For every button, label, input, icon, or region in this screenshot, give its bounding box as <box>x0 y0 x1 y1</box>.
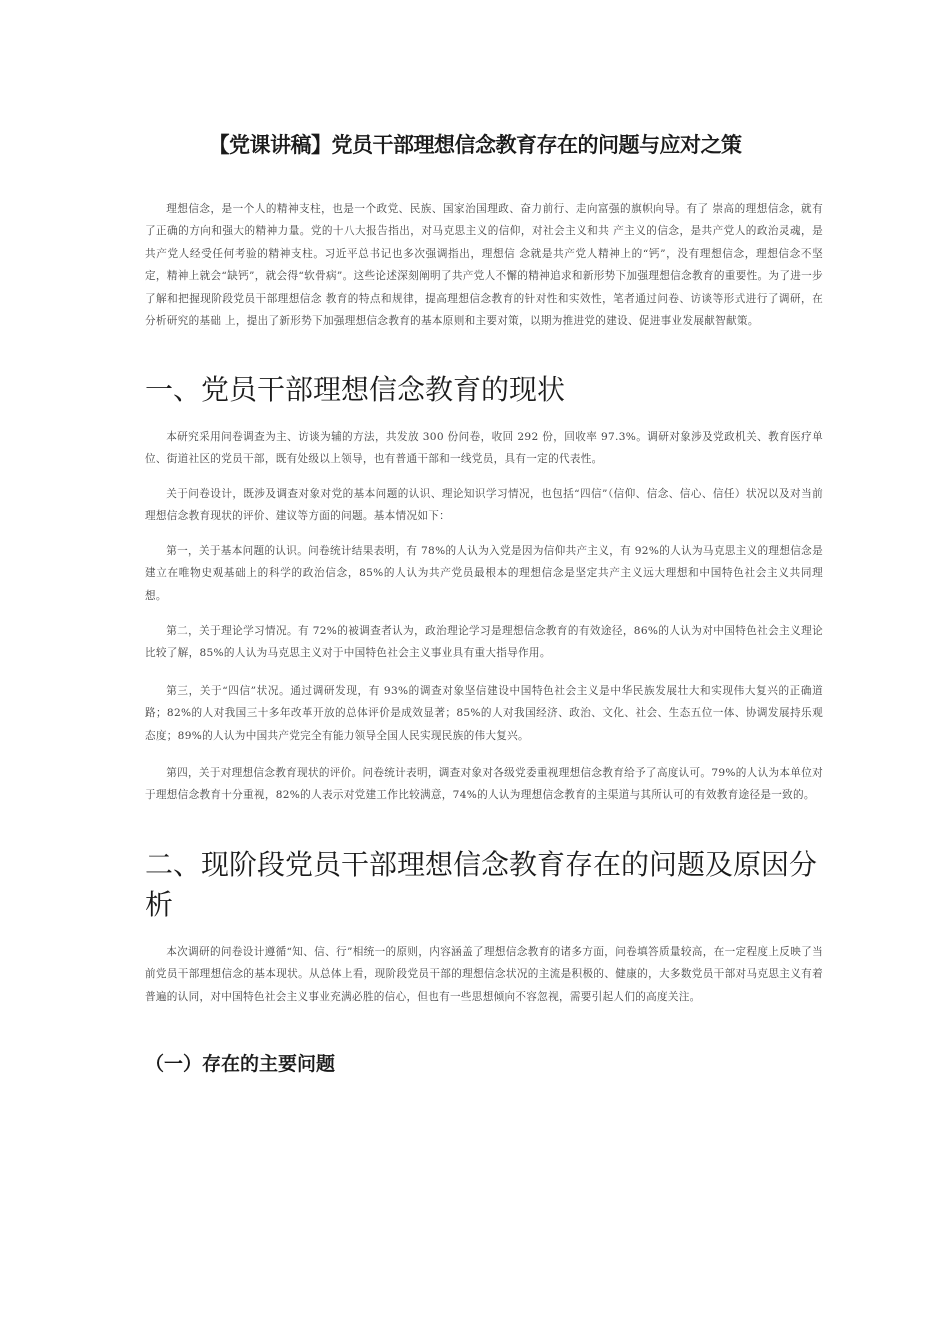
section1-paragraph-third: 第三，关于“四信”状况。通过调研发现，有 93%的调查对象坚信建设中国特色社会主义是中华民族发展壮大和实现伟大复兴的正确道路；82%的人对我国三十多年改革开放的总体评价是成效显著；85%的人对我国经济、政治、文化、社会、生态五位一体、协调发展持乐观态度；89%的人认为中国共产党完全有能力领导全国人民实现民族的伟大复兴。 <box>145 685 823 742</box>
section1-paragraph-survey: 本研究采用问卷调查为主、访谈为辅的方法，共发放 300 份问卷，收回 292 份，回收率 97.3%。调研对象涉及党政机关、教育医疗单位、街道社区的党员干部，既有处级以上领导，也有普通干部和一线党员，具有一定的代表性。 <box>145 431 823 466</box>
section1-paragraph-first: 第一，关于基本问题的认识。问卷统计结果表明，有 78%的人认为入党是因为信仰共产主义，有 92%的人认为马克思主义的理想信念是建立在唯物史观基础上的科学的政治信念，85%的人认为共产党员最根本的理想信念是坚定共产主义远大理想和中国特色社会主义共同理想。 <box>145 545 823 602</box>
section1-paragraph-fourth: 第四，关于对理想信念教育现状的评价。问卷统计表明，调查对象对各级党委重视理想信念教育给予了高度认可。79%的人认为本单位对于理想信念教育十分重视，82%的人表示对党建工作比较满意，74%的人认为理想信念教育的主渠道与其所认可的有效教育途径是一致的。 <box>145 767 823 802</box>
intro-paragraph: 理想信念，是一个人的精神支柱，也是一个政党、民族、国家治国理政、奋力前行、走向富强的旗帜向导。有了 崇高的理想信念，就有了正确的方向和强大的精神力量。党的十八大报告指出，对马克思主义的信仰，对社会主义和共 产主义的信念，是共产党人的政治灵魂，是共产党人经受任何考验的精神支柱。习近平总书记也多次强调指出，理想信 念就是共产党人精神上的“钙”，没有理想信念，理想信念不坚定，精神上就会“缺钙”，就会得“软骨病”。这些论述深刻阐明了共产党人不懈的精神追求和新形势下加强理想信念教育的重要性。为了进一步了解和把握现阶段党员干部理想信念 教育的特点和规律，提高理想信念教育的针对性和实效性，笔者通过问卷、访谈等形式进行了调研，在分析研究的基础 上，提出了新形势下加强理想信念教育的基本原则和主要对策，以期为推进党的建设、促进事业发展献智献策。 <box>145 203 823 328</box>
section1-paragraph-second: 第二，关于理论学习情况。有 72%的被调查者认为，政治理论学习是理想信念教育的有效途径，86%的人认为对中国特色社会主义理论比较了解，85%的人认为马克思主义对于中国特色社会主义事业具有重大指导作用。 <box>145 625 823 660</box>
section2-subheading: （一）存在的主要问题 <box>145 1053 336 1075</box>
section1-paragraph-design: 关于问卷设计，既涉及调查对象对党的基本问题的认识、理论知识学习情况，也包括“四信”（信仰、信念、信心、信任）状况以及对当前理想信念教育现状的评价、建议等方面的问题。基本情况如下： <box>145 488 823 523</box>
section2-paragraph: 本次调研的问卷设计遵循“知、信、行”相统一的原则，内容涵盖了理想信念教育的诸多方面，问卷填答质量较高，在一定程度上反映了当前党员干部理想信念的基本现状。从总体上看，现阶段党员干部的理想信念状况的主流是积极的、健康的，大多数党员干部对马克思主义有着普遍的认同，对中国特色社会主义事业充满必胜的信心，但也有一些思想倾向不容忽视，需要引起人们的高度关注。 <box>145 946 823 1003</box>
document-title: 【党课讲稿】党员干部理想信念教育存在的问题与应对之策 <box>208 133 742 157</box>
section2-heading: 二、现阶段党员干部理想信念教育存在的问题及原因分析 <box>145 848 818 921</box>
section1-heading: 一、党员干部理想信念教育的现状 <box>145 373 566 406</box>
